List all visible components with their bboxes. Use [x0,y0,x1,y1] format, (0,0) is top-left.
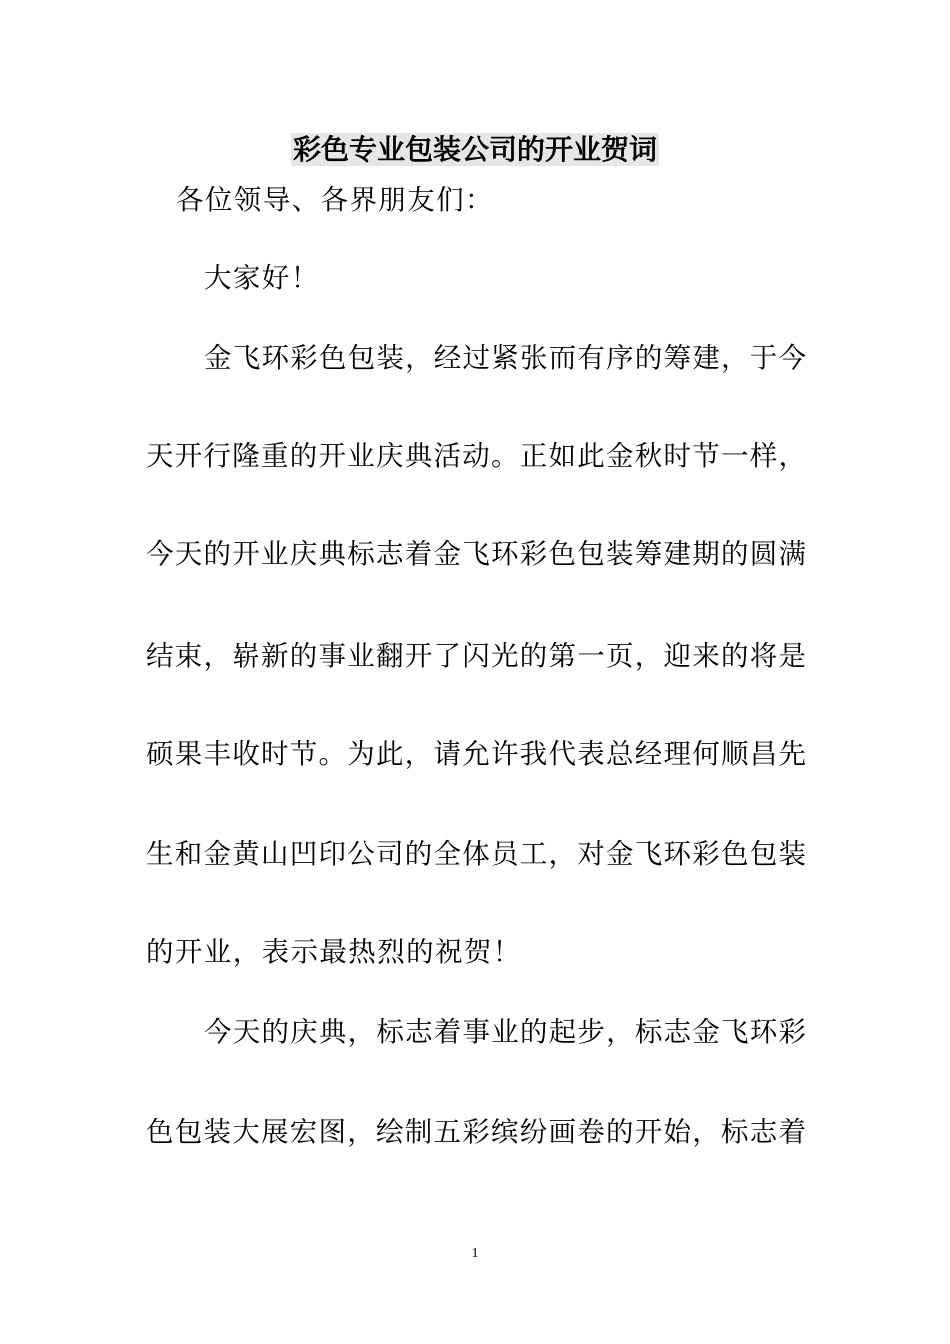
paragraph-line: 金飞环彩色包装，经过紧张而有序的筹建，于今 [204,342,806,374]
page-number: 1 [471,1246,479,1261]
paragraph-line: 色包装大展宏图，绘制五彩缤纷画卷的开始，标志着 [146,1116,806,1148]
paragraph-line: 今天的庆典，标志着事业的起步，标志金飞环彩 [204,1016,806,1048]
paragraph-line: 天开行隆重的开业庆典活动。正如此金秋时节一样， [146,440,806,472]
paragraph-line: 硕果丰收时节。为此，请允许我代表总经理何顺昌先 [146,738,806,770]
document-title [0,128,950,172]
paragraph-line: 结束，崭新的事业翻开了闪光的第一页，迎来的将是 [146,640,806,672]
document-title-text: 彩色专业包装公司的开业贺词 [292,133,657,166]
paragraph-line: 今天的开业庆典标志着金飞环彩色包装筹建期的圆满 [146,538,806,570]
paragraph-line: 生和金黄山凹印公司的全体员工，对金飞环彩色包装 [146,838,806,870]
salutation: 各位领导、各界朋友们： [176,184,494,216]
greeting: 大家好！ [204,262,320,294]
paragraph-line: 的开业，表示最热烈的祝贺！ [146,936,522,968]
